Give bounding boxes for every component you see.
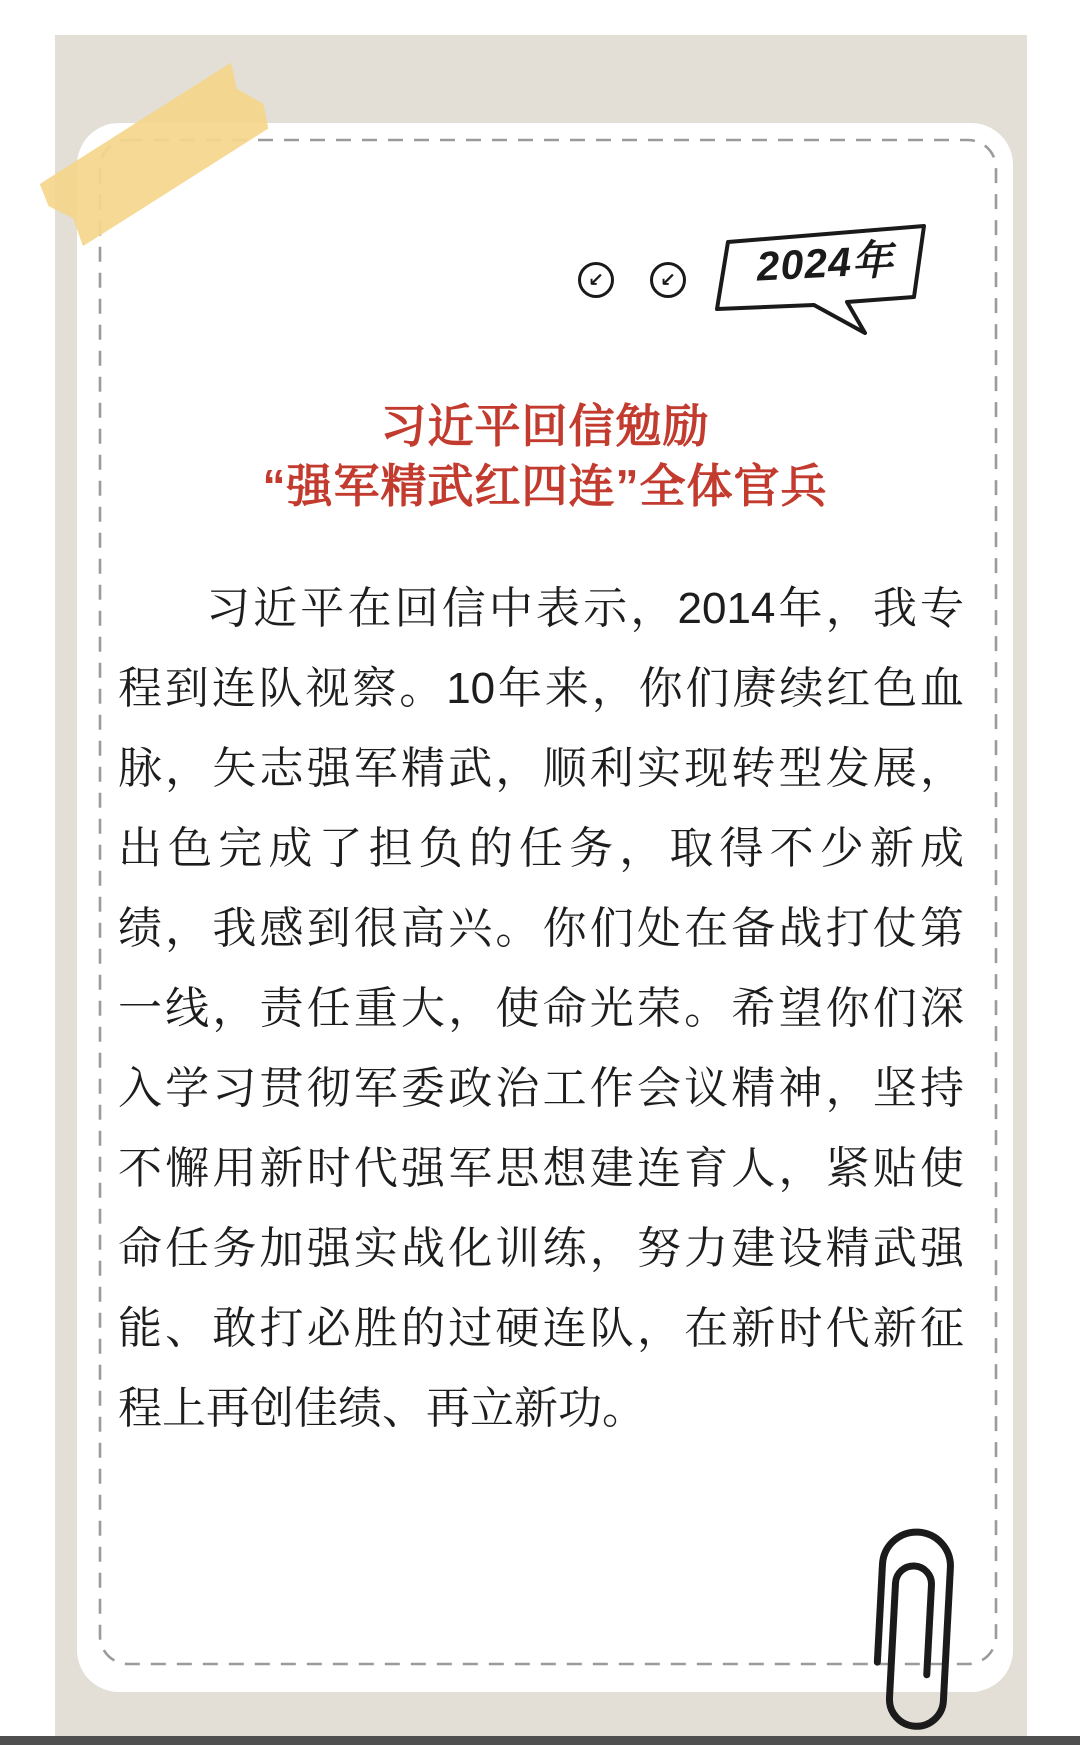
title-line-1: 习近平回信勉励 <box>380 400 710 452</box>
body-line: 程到连队视察。10年来，你们赓续红色血 <box>118 664 964 713</box>
body-line: 不懈用新时代强军思想建连育人，紧贴使 <box>118 1144 964 1193</box>
body-line: 一线，责任重大，使命光荣。希望你们深 <box>118 984 964 1033</box>
title-line-2: “强军精武红四连”全体官兵 <box>262 460 828 512</box>
year-label: 2024年 <box>755 235 895 290</box>
body-line: 程上再创佳绩、再立新功。 <box>118 1384 646 1433</box>
arrow-down-left-icon: ↙ <box>650 262 686 298</box>
body-line: 命任务加强实战化训练，努力建设精武强 <box>118 1224 964 1273</box>
body-line: 入学习贯彻军委政治工作会议精神，坚持 <box>118 1064 964 1113</box>
body-line: 脉，矢志强军精武，顺利实现转型发展， <box>118 744 964 793</box>
letter-body <box>118 569 964 1449</box>
body-line: 绩，我感到很高兴。你们处在备战打仗第 <box>118 904 964 953</box>
paperclip-icon <box>856 1511 970 1745</box>
article-title <box>77 396 1013 516</box>
body-line: 出色完成了担负的任务，取得不少新成 <box>118 824 964 873</box>
body-line: 习近平在回信中表示，2014年，我专 <box>206 584 964 633</box>
arrow-down-left-icon: ↙ <box>578 262 614 298</box>
body-line: 能、敢打必胜的过硬连队，在新时代新征 <box>118 1304 964 1353</box>
year-bubble <box>700 205 945 345</box>
